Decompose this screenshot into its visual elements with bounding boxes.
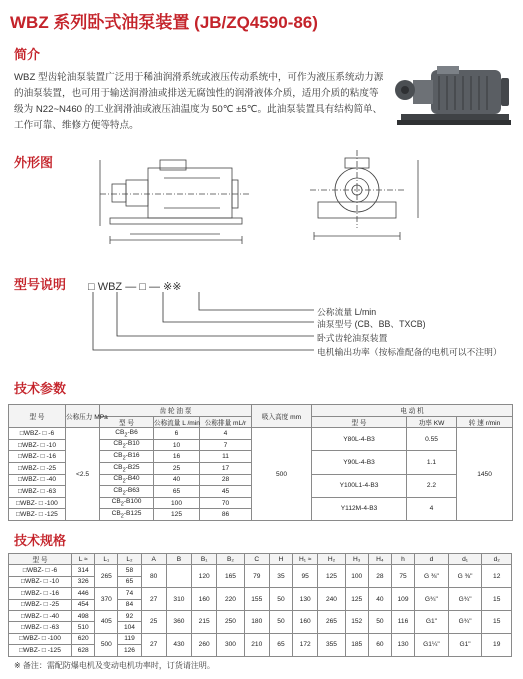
cell-d: G¾" — [415, 588, 449, 611]
params-header-motor-model: 型 号 — [312, 416, 407, 428]
specs-header: H₄ — [368, 554, 391, 565]
cell-h: 109 — [391, 588, 414, 611]
cell-H4: 28 — [368, 565, 391, 588]
specs-header: H₁ ≈ — [293, 554, 318, 565]
outline-heading: 外形图 — [14, 155, 54, 170]
cell-flow: 6 — [154, 428, 200, 440]
cell-pressure: <2.5 — [66, 428, 100, 521]
cell-flow: 10 — [154, 439, 200, 451]
specs-heading: 技术规格 — [14, 533, 67, 548]
cell-d2: 15 — [482, 588, 512, 611]
model-label-type: 卧式齿轮油泵装置 — [317, 333, 388, 343]
cell-disp: 4 — [200, 428, 252, 440]
cell-model: □WBZ- □ -63 — [9, 622, 72, 633]
params-header-pump-model: 型 号 — [100, 416, 154, 428]
specs-header: L₁ — [95, 554, 118, 565]
cell-disp: 45 — [200, 486, 252, 498]
cell-H2: 355 — [318, 633, 345, 656]
cell-model: □WBZ- □ -10 — [9, 439, 66, 451]
cell-B1: 260 — [192, 633, 217, 656]
cell-d: G1" — [415, 610, 449, 633]
cell-model: □WBZ- □ -25 — [9, 599, 72, 610]
cell-pump-model: $CB_2-B40$ — [100, 474, 154, 486]
specs-header-row — [9, 554, 512, 565]
specs-header: d₂ — [482, 554, 512, 565]
cell-h: 130 — [391, 633, 414, 656]
cell-L: 510 — [72, 622, 95, 633]
cell-H4: 60 — [368, 633, 391, 656]
cell-pump-model: $CB_2-B6$ — [100, 428, 154, 440]
cell-pump-model: $CB_2-B16$ — [100, 451, 154, 463]
intro-text: WBZ 型齿轮油泵装置广泛用于稀油润滑系统或液压传动系统中，可作为液压系统动力源的油泵装置，也可用于输送润滑油或排送无腐蚀性的润滑液体介质，适用介质的粘度等级为 N22~N460 的工业润滑油或液压油温度为 50℃ ±5℃。此油泵装置具有结构简单、工作可靠、维修方便等特点。 — [14, 72, 384, 131]
model-label-motor: 电机输出功率（按标准配备的电机可以不注明） — [317, 347, 502, 357]
specs-header: H — [269, 554, 292, 565]
cell-d2: 12 — [482, 565, 512, 588]
page-title: WBZ 系列卧式油泵装置 (JB/ZQ4590-86) — [10, 13, 318, 32]
cell-pump-model: $CB_2-B25$ — [100, 462, 154, 474]
cell-H3: 100 — [345, 565, 368, 588]
cell-H4: 40 — [368, 588, 391, 611]
cell-B1: 215 — [192, 610, 217, 633]
model-diagram — [14, 274, 514, 364]
model-heading: 型号说明 — [14, 277, 67, 292]
cell-power: 2.2 — [407, 474, 457, 497]
cell-B2: 165 — [217, 565, 244, 588]
cell-H1: 95 — [293, 565, 318, 588]
cell-pump-model: $CB_2-B125$ — [100, 509, 154, 521]
params-header-model: 型 号 — [9, 405, 66, 428]
cell-d1: G¾" — [448, 588, 482, 611]
specs-header: B₁ — [192, 554, 217, 565]
cell-flow: 16 — [154, 451, 200, 463]
cell-d2: 19 — [482, 633, 512, 656]
table-row — [9, 610, 512, 621]
cell-B1: 120 — [192, 565, 217, 588]
params-header-flow: 公称流量 L /min — [154, 416, 200, 428]
params-header-height: 吸入高度 mm — [252, 405, 312, 428]
cell-L2: 92 — [118, 610, 141, 621]
cell-height: 500 — [252, 428, 312, 521]
cell-H: 50 — [269, 610, 292, 633]
cell-B2: 220 — [217, 588, 244, 611]
cell-flow: 100 — [154, 497, 200, 509]
params-header-pressure: 公称压力 MPa — [66, 405, 100, 428]
specs-header: h — [391, 554, 414, 565]
cell-C: 155 — [244, 588, 269, 611]
params-table — [8, 404, 513, 521]
cell-d1: G¾" — [448, 610, 482, 633]
specs-header: L₂ — [118, 554, 141, 565]
cell-B2: 250 — [217, 610, 244, 633]
cell-speed: 1450 — [457, 428, 513, 521]
params-header-pump: 齿 轮 油 泵 — [100, 405, 252, 417]
specs-header: L ≈ — [72, 554, 95, 565]
cell-L2: 119 — [118, 633, 141, 644]
cell-power: 4 — [407, 497, 457, 520]
cell-A: 27 — [141, 633, 166, 656]
params-header-motor: 电 动 机 — [312, 405, 513, 417]
footnote: ※ 备注：需配防爆电机及变动电机功率时，订货请注明。 — [14, 661, 215, 670]
cell-model: □WBZ- □ -10 — [9, 576, 72, 587]
cell-H: 65 — [269, 633, 292, 656]
cell-H1: 130 — [293, 588, 318, 611]
cell-disp: 28 — [200, 474, 252, 486]
cell-disp: 17 — [200, 462, 252, 474]
cell-h: 116 — [391, 610, 414, 633]
cell-B: 430 — [166, 633, 191, 656]
cell-L2: 58 — [118, 565, 141, 576]
model-code: □ WBZ — □ — ※※ — [88, 281, 182, 293]
cell-disp: 70 — [200, 497, 252, 509]
model-label-flow: 公称流量 L/min — [317, 307, 377, 317]
outline-drawing — [70, 150, 450, 260]
cell-H4: 50 — [368, 610, 391, 633]
cell-model: □WBZ- □ -125 — [9, 509, 66, 521]
cell-motor-model: Y112M-4-B3 — [312, 497, 407, 520]
specs-table — [8, 553, 512, 657]
params-header-speed: 转 速 r/min — [457, 416, 513, 428]
cell-disp: 11 — [200, 451, 252, 463]
specs-header: B — [166, 554, 191, 565]
cell-d2: 15 — [482, 610, 512, 633]
cell-H: 35 — [269, 565, 292, 588]
cell-motor-model: Y100L1-4-B3 — [312, 474, 407, 497]
cell-H2: 240 — [318, 588, 345, 611]
specs-header: B₂ — [217, 554, 244, 565]
cell-pump-model: $CB_2-B100$ — [100, 497, 154, 509]
cell-B2: 300 — [217, 633, 244, 656]
cell-model: □WBZ- □ -6 — [9, 565, 72, 576]
cell-motor-model: Y90L-4-B3 — [312, 451, 407, 474]
table-row — [9, 588, 512, 599]
cell-L2: 74 — [118, 588, 141, 599]
cell-H3: 152 — [345, 610, 368, 633]
specs-header: H₂ — [318, 554, 345, 565]
cell-L2: 104 — [118, 622, 141, 633]
cell-C: 180 — [244, 610, 269, 633]
cell-H3: 125 — [345, 588, 368, 611]
cell-C: 210 — [244, 633, 269, 656]
cell-H1: 160 — [293, 610, 318, 633]
specs-header: d — [415, 554, 449, 565]
cell-model: □WBZ- □ -100 — [9, 497, 66, 509]
cell-L: 628 — [72, 645, 95, 656]
cell-L: 446 — [72, 588, 95, 599]
specs-header: d₁ — [448, 554, 482, 565]
cell-model: □WBZ- □ -63 — [9, 486, 66, 498]
specs-header: 型 号 — [9, 554, 72, 565]
cell-B: 360 — [166, 610, 191, 633]
cell-flow: 125 — [154, 509, 200, 521]
cell-model: □WBZ- □ -125 — [9, 645, 72, 656]
params-header-disp: 公称排量 mL/r — [200, 416, 252, 428]
cell-pump-model: $CB_2-B63$ — [100, 486, 154, 498]
cell-model: □WBZ- □ -6 — [9, 428, 66, 440]
cell-L1: 370 — [95, 588, 118, 611]
cell-d: G1¼" — [415, 633, 449, 656]
params-header-power: 功率 KW — [407, 416, 457, 428]
specs-header: H₃ — [345, 554, 368, 565]
cell-model: □WBZ- □ -16 — [9, 451, 66, 463]
cell-B — [166, 565, 191, 588]
cell-L2: 65 — [118, 576, 141, 587]
pump-photo — [393, 56, 513, 134]
cell-L: 620 — [72, 633, 95, 644]
cell-H3: 185 — [345, 633, 368, 656]
cell-d1: G1" — [448, 633, 482, 656]
cell-d: G ⅜" — [415, 565, 449, 588]
cell-model: □WBZ- □ -16 — [9, 588, 72, 599]
cell-disp: 86 — [200, 509, 252, 521]
table-row — [9, 428, 513, 440]
cell-model: □WBZ- □ -100 — [9, 633, 72, 644]
params-heading: 技术参数 — [14, 381, 67, 396]
cell-h: 75 — [391, 565, 414, 588]
cell-L: 454 — [72, 599, 95, 610]
cell-L: 498 — [72, 610, 95, 621]
cell-H2: 125 — [318, 565, 345, 588]
cell-model: □WBZ- □ -25 — [9, 462, 66, 474]
cell-L1: 405 — [95, 610, 118, 633]
cell-H: 50 — [269, 588, 292, 611]
cell-flow: 40 — [154, 474, 200, 486]
cell-C: 79 — [244, 565, 269, 588]
cell-motor-model: Y80L-4-B3 — [312, 428, 407, 451]
specs-header: C — [244, 554, 269, 565]
cell-H1: 172 — [293, 633, 318, 656]
table-row — [9, 633, 512, 644]
cell-flow: 65 — [154, 486, 200, 498]
cell-model: □WBZ- □ -40 — [9, 474, 66, 486]
cell-flow: 25 — [154, 462, 200, 474]
cell-B: 310 — [166, 588, 191, 611]
cell-H2: 265 — [318, 610, 345, 633]
cell-L2: 84 — [118, 599, 141, 610]
cell-model: □WBZ- □ -40 — [9, 610, 72, 621]
cell-L1: 265 — [95, 565, 118, 588]
specs-header: A — [141, 554, 166, 565]
cell-A: 25 — [141, 610, 166, 633]
cell-power: 0.55 — [407, 428, 457, 451]
cell-L2: 126 — [118, 645, 141, 656]
cell-power: 1.1 — [407, 451, 457, 474]
cell-B1: 160 — [192, 588, 217, 611]
table-row — [9, 565, 512, 576]
cell-A: 80 — [141, 565, 166, 588]
cell-L1: 500 — [95, 633, 118, 656]
model-label-pump: 油泵型号 (CB、BB、TXCB) — [317, 319, 426, 329]
cell-d1: G ⅜" — [448, 565, 482, 588]
cell-disp: 7 — [200, 439, 252, 451]
cell-A: 27 — [141, 588, 166, 611]
cell-pump-model: $CB_2-B10$ — [100, 439, 154, 451]
cell-L: 326 — [72, 576, 95, 587]
cell-L: 314 — [72, 565, 95, 576]
intro-heading: 简介 — [14, 47, 41, 62]
